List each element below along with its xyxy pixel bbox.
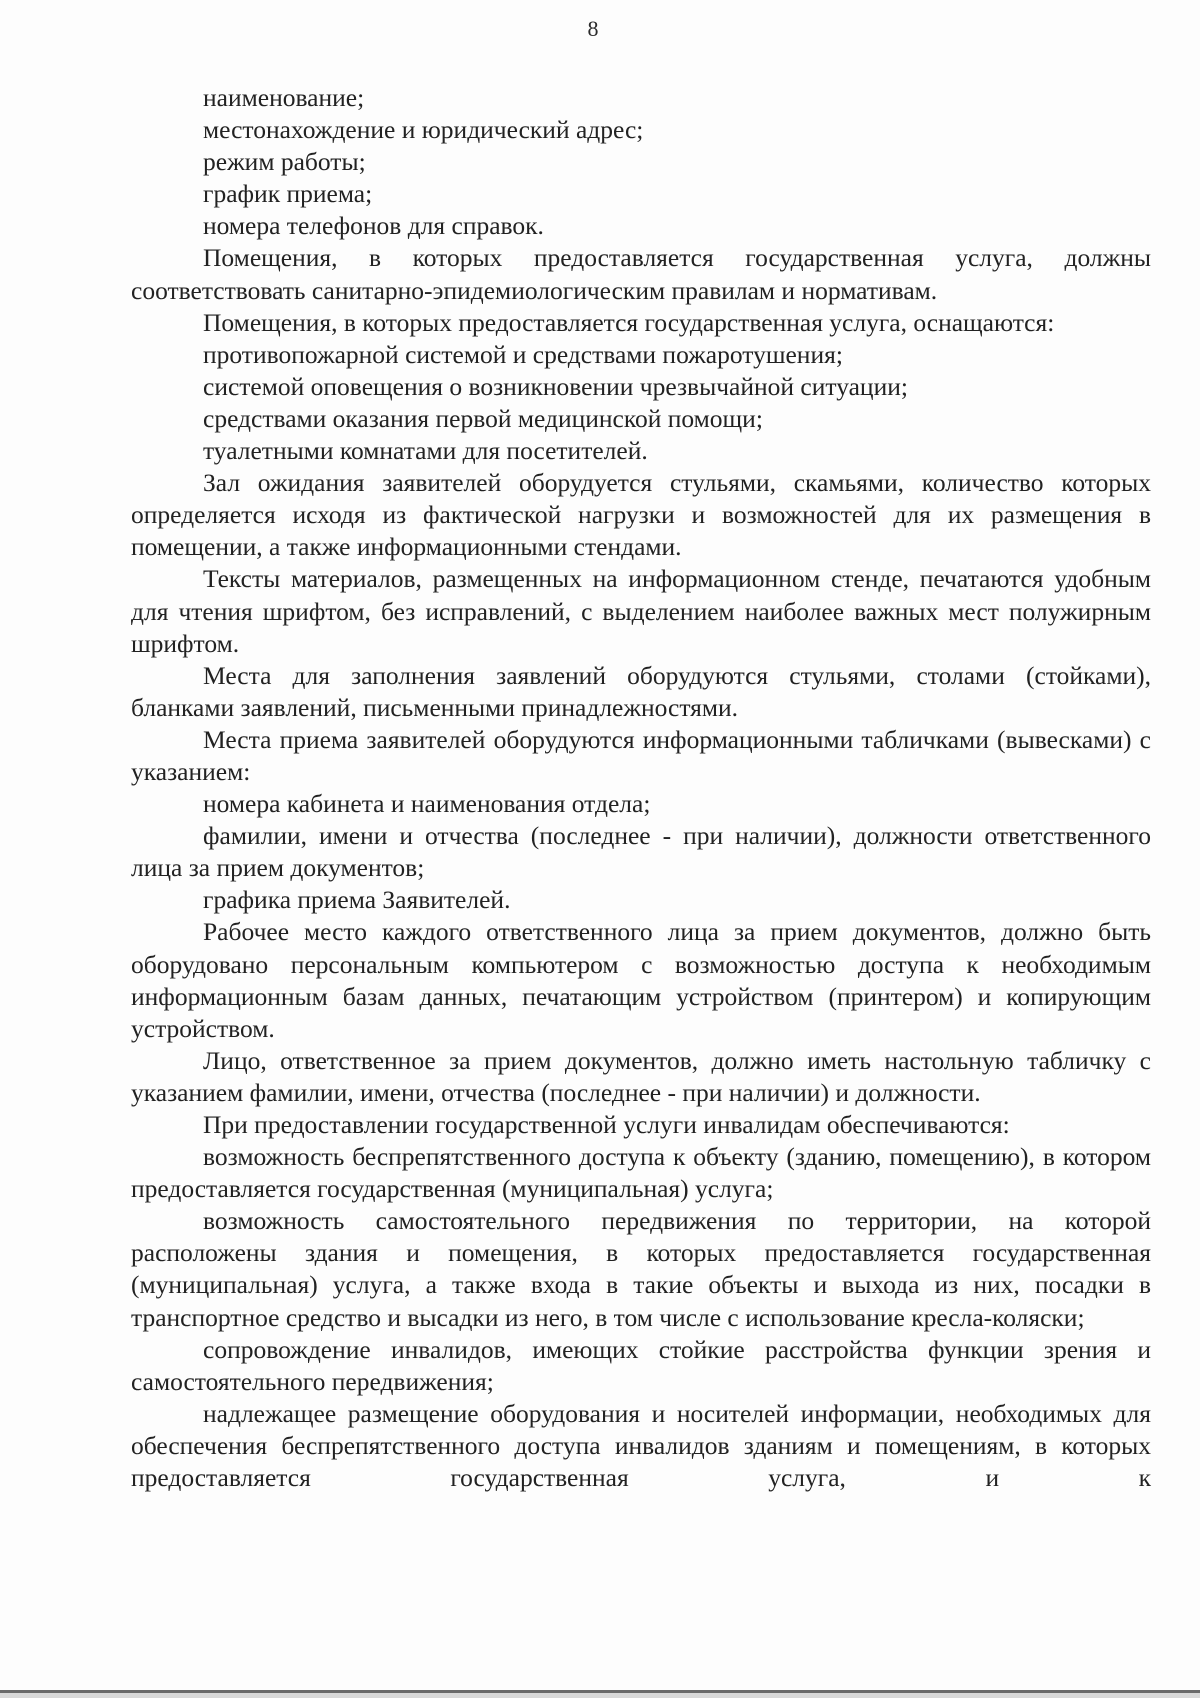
scan-bottom-shadow bbox=[0, 1693, 1200, 1698]
paragraph: режим работы; bbox=[203, 147, 366, 177]
paragraph: Помещения, в которых предоставляется государственная услуга, должны соответствовать санитарно-эпидемиологическим правилам и нормативам. bbox=[131, 243, 1151, 305]
paragraph: При предоставлении государственной услуги инвалидам обеспечиваются: bbox=[203, 1110, 1010, 1139]
paragraph: противопожарной системой и средствами пожаротушения; bbox=[203, 339, 843, 369]
paragraph: Помещения, в которых предоставляется государственная услуга, оснащаются: bbox=[203, 307, 1055, 337]
paragraph: наименование; bbox=[203, 83, 365, 112]
paragraph: Тексты материалов, размещенных на информационном стенде, печатаются удобным для чтения шрифтом, без исправлений, с выделением наиболее важных мест полужирным шрифтом. bbox=[131, 564, 1151, 658]
paragraph: Лицо, ответственное за прием документов, должно иметь настольную табличку с указанием фамилии, имени, отчества (последнее - при наличии) и должности. bbox=[131, 1045, 1151, 1107]
paragraph: график приема; bbox=[203, 179, 373, 209]
paragraph: номера кабинета и наименования отдела; bbox=[203, 789, 651, 819]
paragraph: Места приема заявителей оборудуются информационными табличками (вывесками) с указанием: bbox=[131, 724, 1151, 786]
paragraph: системой оповещения о возникновении чрезвычайной ситуации; bbox=[203, 371, 908, 401]
paragraph: надлежащее размещение оборудования и носителей информации, необходимых для обеспечения беспрепятственного доступа инвалидов зданиям и помещениям, в которых предоставляется государственная услуга, и к bbox=[131, 1398, 1151, 1493]
paragraph: сопровождение инвалидов, имеющих стойкие расстройства функции зрения и самостоятельного передвижения; bbox=[131, 1334, 1151, 1396]
paragraph: Места для заполнения заявлений оборудуются стульями, столами (стойками), бланками заявлений, письменными принадлежностями. bbox=[131, 660, 1151, 722]
paragraph: графика приема Заявителей. bbox=[203, 885, 511, 915]
paragraph: местонахождение и юридический адрес; bbox=[203, 115, 644, 145]
paragraph: номера телефонов для справок. bbox=[203, 211, 544, 241]
paragraph: Зал ожидания заявителей оборудуется стульями, скамьями, количество которых определяется исходя из фактической нагрузки и возможностей для их размещения в помещении, а также информационными стендами. bbox=[131, 468, 1151, 562]
paragraph: средствами оказания первой медицинской помощи; bbox=[203, 403, 763, 433]
paragraph: туалетными комнатами для посетителей. bbox=[203, 436, 648, 466]
paragraph: возможность самостоятельного передвижения по территории, на которой расположены здания и помещения, в которых предоставляется государственная (муниципальная) услуга, а также входа в такие объекты и выхода из них, посадки в транспортное средство и высадки из него, в том числе с использование кресла-коляски; bbox=[131, 1206, 1151, 1332]
document-body bbox=[131, 82, 1151, 1494]
paragraph: возможность беспрепятственного доступа к объекту (зданию, помещению), в котором предоставляется государственная (муниципальная) услуга; bbox=[131, 1142, 1151, 1204]
paragraph: фамилии, имени и отчества (последнее - при наличии), должности ответственного лица за прием документов; bbox=[131, 821, 1151, 883]
paragraph: Рабочее место каждого ответственного лица за прием документов, должно быть оборудовано персональным компьютером с возможностью доступа к необходимым информационным базам данных, печатающим устройством (принтером) и копирующим устройством. bbox=[131, 917, 1151, 1043]
page-number: 8 bbox=[587, 16, 599, 41]
